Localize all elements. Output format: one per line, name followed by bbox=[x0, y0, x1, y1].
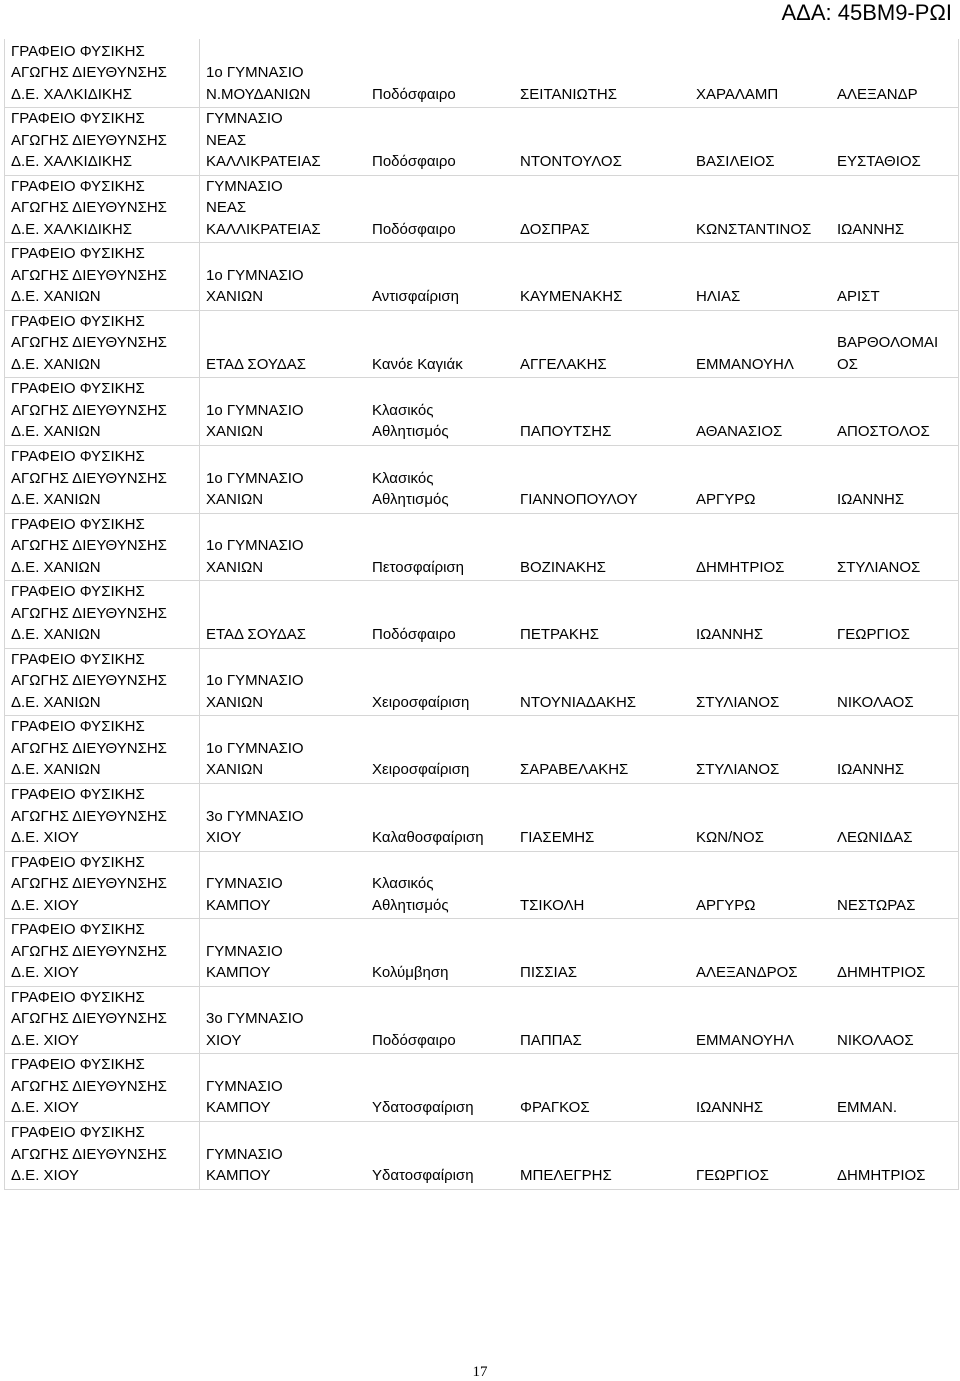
school-cell-line: ΚΑΜΠΟΥ bbox=[206, 1099, 271, 1117]
surname-cell bbox=[514, 716, 690, 783]
office-cell-line: ΓΡΑΦΕΙΟ ΦΥΣΙΚΗΣ bbox=[11, 42, 145, 60]
office-cell-line: ΓΡΑΦΕΙΟ ΦΥΣΙΚΗΣ bbox=[11, 718, 145, 736]
school-cell-line: ΚΑΜΠΟΥ bbox=[206, 1167, 271, 1184]
father-name-cell bbox=[831, 514, 957, 581]
first-name-cell bbox=[690, 311, 831, 378]
father-name-cell-line: ΝΙΚΟΛΑΟΣ bbox=[837, 693, 914, 711]
first-name-cell-text: ΣΤΥΛΙΑΝΟΣ bbox=[696, 693, 780, 711]
surname-cell bbox=[514, 1122, 690, 1189]
school-cell bbox=[199, 378, 366, 445]
office-cell bbox=[5, 987, 199, 1054]
school-cell-line: ΧΑΝΙΩΝ bbox=[206, 423, 264, 441]
table-row bbox=[5, 446, 958, 514]
school-cell-line: 1ο ΓΥΜΝΑΣΙΟ bbox=[206, 739, 304, 757]
first-name-cell bbox=[690, 581, 831, 648]
first-name-cell-text: ΕΜΜΑΝΟΥΗΛ bbox=[696, 355, 794, 373]
school-cell-line: ΝΕΑΣ bbox=[206, 131, 247, 149]
table-row bbox=[5, 1122, 958, 1190]
father-name-cell-line: ΙΩΑΝΝΗΣ bbox=[837, 761, 905, 779]
office-cell-line: Δ.Ε. ΧΑΝΙΩΝ bbox=[11, 626, 101, 644]
first-name-cell bbox=[690, 446, 831, 513]
office-cell-line: Δ.Ε. ΧΑΛΚΙΔΙΚΗΣ bbox=[11, 85, 133, 103]
sport-cell bbox=[366, 852, 514, 919]
father-name-cell bbox=[831, 311, 957, 378]
table-row bbox=[5, 649, 958, 717]
first-name-cell-text: ΣΤΥΛΙΑΝΟΣ bbox=[696, 761, 780, 779]
office-cell-line: ΑΓΩΓΗΣ ΔΙΕΥΘΥΝΣΗΣ bbox=[11, 739, 167, 757]
table-row bbox=[5, 243, 958, 311]
sport-cell bbox=[366, 108, 514, 175]
school-cell-line: ΧΑΝΙΩΝ bbox=[206, 761, 264, 779]
father-name-cell bbox=[831, 919, 957, 986]
office-cell-line: ΓΡΑΦΕΙΟ ΦΥΣΙΚΗΣ bbox=[11, 177, 145, 195]
surname-cell-text: ΓΙΑΝΝΟΠΟΥΛΟΥ bbox=[520, 491, 638, 509]
school-cell-line: ΧΑΝΙΩΝ bbox=[206, 693, 264, 711]
office-cell-line: Δ.Ε. ΧΑΛΚΙΔΙΚΗΣ bbox=[11, 153, 133, 171]
surname-cell bbox=[514, 1054, 690, 1121]
office-cell bbox=[5, 243, 199, 310]
sport-cell bbox=[366, 243, 514, 310]
surname-cell bbox=[514, 39, 690, 107]
surname-cell bbox=[514, 514, 690, 581]
office-cell bbox=[5, 108, 199, 175]
surname-cell bbox=[514, 378, 690, 445]
surname-cell bbox=[514, 243, 690, 310]
sport-cell-line: Αντισφαίριση bbox=[372, 288, 459, 306]
first-name-cell-text: ΙΩΑΝΝΗΣ bbox=[696, 626, 764, 644]
first-name-cell-text: ΕΜΜΑΝΟΥΗΛ bbox=[696, 1031, 794, 1049]
school-cell bbox=[199, 514, 366, 581]
school-cell-line: ΝΕΑΣ bbox=[206, 199, 247, 217]
father-name-cell-line: ΝΙΚΟΛΑΟΣ bbox=[837, 1031, 914, 1049]
school-cell bbox=[199, 581, 366, 648]
school-cell bbox=[199, 243, 366, 310]
sport-cell bbox=[366, 987, 514, 1054]
page-number: 17 bbox=[472, 1364, 488, 1380]
father-name-cell bbox=[831, 1054, 957, 1121]
office-cell-line: ΑΓΩΓΗΣ ΔΙΕΥΘΥΝΣΗΣ bbox=[11, 199, 167, 217]
office-cell bbox=[5, 852, 199, 919]
first-name-cell bbox=[690, 378, 831, 445]
sport-cell bbox=[366, 919, 514, 986]
father-name-cell bbox=[831, 784, 957, 851]
father-name-cell-line: ΔΗΜΗΤΡΙΟΣ bbox=[837, 964, 926, 982]
father-name-cell-line: ΙΩΑΝΝΗΣ bbox=[837, 220, 905, 238]
office-cell-line: Δ.Ε. ΧΑΛΚΙΔΙΚΗΣ bbox=[11, 220, 133, 238]
father-name-cell bbox=[831, 378, 957, 445]
father-name-cell-line: ΟΣ bbox=[837, 355, 858, 373]
school-cell-line: Ν.ΜΟΥΔΑΝΙΩΝ bbox=[206, 85, 311, 103]
first-name-cell bbox=[690, 987, 831, 1054]
surname-cell-text: ΠΕΤΡΑΚΗΣ bbox=[520, 626, 600, 644]
office-cell-line: ΑΓΩΓΗΣ ΔΙΕΥΘΥΝΣΗΣ bbox=[11, 875, 167, 893]
first-name-cell bbox=[690, 39, 831, 107]
first-name-cell bbox=[690, 649, 831, 716]
father-name-cell bbox=[831, 716, 957, 783]
sport-cell bbox=[366, 649, 514, 716]
school-cell-line: ΚΑΛΛΙΚΡΑΤΕΙΑΣ bbox=[206, 220, 321, 238]
father-name-cell-line: ΑΡΙΣΤ bbox=[837, 288, 880, 306]
surname-cell-text: ΝΤΟΝΤΟΥΛΟΣ bbox=[520, 153, 622, 171]
sport-cell bbox=[366, 39, 514, 107]
school-cell-line: ΚΑΛΛΙΚΡΑΤΕΙΑΣ bbox=[206, 153, 321, 171]
school-cell-line: ΓΥΜΝΑΣΙΟ bbox=[206, 177, 283, 195]
table-row bbox=[5, 581, 958, 649]
surname-cell-text: ΠΙΣΣΙΑΣ bbox=[520, 964, 577, 982]
office-cell bbox=[5, 1054, 199, 1121]
office-cell bbox=[5, 311, 199, 378]
office-cell-line: Δ.Ε. ΧΑΝΙΩΝ bbox=[11, 761, 101, 779]
athletes-table bbox=[4, 39, 959, 1190]
school-cell-line: ΓΥΜΝΑΣΙΟ bbox=[206, 875, 283, 893]
office-cell-line: ΑΓΩΓΗΣ ΔΙΕΥΘΥΝΣΗΣ bbox=[11, 942, 167, 960]
first-name-cell-text: ΚΩΝΣΤΑΝΤΙΝΟΣ bbox=[696, 220, 812, 238]
sport-cell-line: Κλασικός bbox=[372, 469, 434, 487]
surname-cell bbox=[514, 311, 690, 378]
sport-cell bbox=[366, 716, 514, 783]
table-row bbox=[5, 311, 958, 379]
office-cell-line: Δ.Ε. ΧΙΟΥ bbox=[11, 1099, 79, 1117]
surname-cell bbox=[514, 176, 690, 243]
school-cell bbox=[199, 108, 366, 175]
office-cell bbox=[5, 581, 199, 648]
school-cell-line: ΓΥΜΝΑΣΙΟ bbox=[206, 110, 283, 128]
surname-cell-text: ΤΣΙΚΟΛΗ bbox=[520, 896, 585, 914]
surname-cell bbox=[514, 987, 690, 1054]
father-name-cell bbox=[831, 649, 957, 716]
office-cell-line: ΑΓΩΓΗΣ ΔΙΕΥΘΥΝΣΗΣ bbox=[11, 1077, 167, 1095]
first-name-cell-text: ΑΡΓΥΡΩ bbox=[696, 896, 756, 914]
school-cell bbox=[199, 784, 366, 851]
office-cell-line: ΑΓΩΓΗΣ ΔΙΕΥΘΥΝΣΗΣ bbox=[11, 266, 167, 284]
school-cell-line: 1ο ΓΥΜΝΑΣΙΟ bbox=[206, 64, 304, 81]
table-row bbox=[5, 784, 958, 852]
father-name-cell bbox=[831, 39, 957, 107]
table-row bbox=[5, 108, 958, 176]
office-cell-line: ΓΡΑΦΕΙΟ ΦΥΣΙΚΗΣ bbox=[11, 988, 145, 1006]
table-row bbox=[5, 1054, 958, 1122]
office-cell bbox=[5, 378, 199, 445]
office-cell-line: ΓΡΑΦΕΙΟ ΦΥΣΙΚΗΣ bbox=[11, 786, 145, 804]
table-row bbox=[5, 716, 958, 784]
office-cell-line: ΓΡΑΦΕΙΟ ΦΥΣΙΚΗΣ bbox=[11, 853, 145, 871]
office-cell bbox=[5, 176, 199, 243]
surname-cell-text: ΣΑΡΑΒΕΛΑΚΗΣ bbox=[520, 761, 629, 779]
first-name-cell bbox=[690, 784, 831, 851]
first-name-cell bbox=[690, 716, 831, 783]
surname-cell-text: ΚΑΥΜΕΝΑΚΗΣ bbox=[520, 288, 623, 306]
table-row bbox=[5, 987, 958, 1055]
sport-cell-line: Υδατοσφαίριση bbox=[372, 1167, 474, 1184]
first-name-cell bbox=[690, 108, 831, 175]
school-cell-line: ΓΥΜΝΑΣΙΟ bbox=[206, 1145, 283, 1163]
surname-cell bbox=[514, 108, 690, 175]
first-name-cell-text: ΔΗΜΗΤΡΙΟΣ bbox=[696, 558, 785, 576]
first-name-cell-text: ΑΡΓΥΡΩ bbox=[696, 491, 756, 509]
school-cell bbox=[199, 446, 366, 513]
school-cell-line: 1ο ΓΥΜΝΑΣΙΟ bbox=[206, 469, 304, 487]
first-name-cell-text: ΙΩΑΝΝΗΣ bbox=[696, 1099, 764, 1117]
office-cell-line: Δ.Ε. ΧΑΝΙΩΝ bbox=[11, 355, 101, 373]
table-row bbox=[5, 378, 958, 446]
father-name-cell bbox=[831, 1122, 957, 1189]
school-cell-line: ΚΑΜΠΟΥ bbox=[206, 896, 271, 914]
office-cell-line: Δ.Ε. ΧΙΟΥ bbox=[11, 1031, 79, 1049]
table-row bbox=[5, 514, 958, 582]
sport-cell-line: Κανόε Καγιάκ bbox=[372, 355, 463, 373]
sport-cell-line: Κλασικός bbox=[372, 401, 434, 419]
sport-cell bbox=[366, 378, 514, 445]
school-cell-line: 1ο ΓΥΜΝΑΣΙΟ bbox=[206, 266, 304, 284]
surname-cell bbox=[514, 446, 690, 513]
first-name-cell-text: ΒΑΣΙΛΕΙΟΣ bbox=[696, 153, 775, 171]
table-row bbox=[5, 919, 958, 987]
father-name-cell-line: ΙΩΑΝΝΗΣ bbox=[837, 491, 905, 509]
office-cell-line: ΓΡΑΦΕΙΟ ΦΥΣΙΚΗΣ bbox=[11, 245, 145, 263]
school-cell-line: 3ο ΓΥΜΝΑΣΙΟ bbox=[206, 807, 304, 825]
school-cell bbox=[199, 39, 366, 107]
school-cell-line: ΧΙΟΥ bbox=[206, 1031, 242, 1049]
office-cell-line: ΑΓΩΓΗΣ ΔΙΕΥΘΥΝΣΗΣ bbox=[11, 64, 167, 81]
surname-cell-text: ΒΟΖΙΝΑΚΗΣ bbox=[520, 558, 606, 576]
ada-code: ΑΔΑ: 45ΒΜ9-ΡΩΙ bbox=[781, 0, 952, 25]
first-name-cell-text: ΧΑΡΑΛΑΜΠ bbox=[696, 85, 779, 103]
sport-cell bbox=[366, 514, 514, 581]
sport-cell bbox=[366, 311, 514, 378]
school-cell bbox=[199, 311, 366, 378]
first-name-cell-text: ΑΛΕΞΑΝΔΡΟΣ bbox=[696, 964, 798, 982]
school-cell bbox=[199, 1122, 366, 1189]
surname-cell bbox=[514, 649, 690, 716]
father-name-cell-line: ΑΛΕΞΑΝΔΡ bbox=[837, 85, 918, 103]
office-cell bbox=[5, 514, 199, 581]
first-name-cell-text: ΑΘΑΝΑΣΙΟΣ bbox=[696, 423, 783, 441]
office-cell-line: ΑΓΩΓΗΣ ΔΙΕΥΘΥΝΣΗΣ bbox=[11, 1010, 167, 1028]
first-name-cell bbox=[690, 1122, 831, 1189]
surname-cell-text: ΠΑΠΠΑΣ bbox=[520, 1031, 582, 1049]
sport-cell-line: Χειροσφαίριση bbox=[372, 693, 470, 711]
sport-cell-line: Αθλητισμός bbox=[372, 423, 449, 441]
school-cell-line: ΧΑΝΙΩΝ bbox=[206, 558, 264, 576]
school-cell bbox=[199, 176, 366, 243]
first-name-cell bbox=[690, 852, 831, 919]
sport-cell-line: Αθλητισμός bbox=[372, 491, 449, 509]
office-cell-line: ΓΡΑΦΕΙΟ ΦΥΣΙΚΗΣ bbox=[11, 448, 145, 466]
office-cell-line: ΓΡΑΦΕΙΟ ΦΥΣΙΚΗΣ bbox=[11, 1124, 145, 1141]
sport-cell bbox=[366, 176, 514, 243]
school-cell-line: 1ο ΓΥΜΝΑΣΙΟ bbox=[206, 672, 304, 690]
office-cell-line: Δ.Ε. ΧΑΝΙΩΝ bbox=[11, 288, 101, 306]
surname-cell-text: ΜΠΕΛΕΓΡΗΣ bbox=[520, 1167, 612, 1184]
first-name-cell bbox=[690, 514, 831, 581]
office-cell-line: Δ.Ε. ΧΑΝΙΩΝ bbox=[11, 423, 101, 441]
school-cell bbox=[199, 852, 366, 919]
school-cell bbox=[199, 1054, 366, 1121]
school-cell-line: ΧΑΝΙΩΝ bbox=[206, 288, 264, 306]
office-cell-line: Δ.Ε. ΧΑΝΙΩΝ bbox=[11, 693, 101, 711]
table-row bbox=[5, 176, 958, 244]
school-cell bbox=[199, 649, 366, 716]
sport-cell-line: Ποδόσφαιρο bbox=[372, 1031, 456, 1049]
school-cell-line: ΧΙΟΥ bbox=[206, 829, 242, 847]
office-cell-line: ΓΡΑΦΕΙΟ ΦΥΣΙΚΗΣ bbox=[11, 583, 145, 601]
first-name-cell-text: ΓΕΩΡΓΙΟΣ bbox=[696, 1167, 769, 1184]
office-cell-line: ΓΡΑΦΕΙΟ ΦΥΣΙΚΗΣ bbox=[11, 650, 145, 668]
sport-cell-line: Κλασικός bbox=[372, 875, 434, 893]
office-cell-line: Δ.Ε. ΧΙΟΥ bbox=[11, 1167, 79, 1184]
office-cell-line: ΑΓΩΓΗΣ ΔΙΕΥΘΥΝΣΗΣ bbox=[11, 401, 167, 419]
first-name-cell bbox=[690, 243, 831, 310]
sport-cell-line: Ποδόσφαιρο bbox=[372, 626, 456, 644]
table-row bbox=[5, 39, 958, 108]
sport-cell-line: Κολύμβηση bbox=[372, 964, 449, 982]
sport-cell bbox=[366, 581, 514, 648]
office-cell bbox=[5, 716, 199, 783]
father-name-cell bbox=[831, 243, 957, 310]
father-name-cell-line: ΓΕΩΡΓΙΟΣ bbox=[837, 626, 910, 644]
surname-cell-text: ΝΤΟΥΝΙΑΔΑΚΗΣ bbox=[520, 693, 637, 711]
first-name-cell-text: ΗΛΙΑΣ bbox=[696, 288, 741, 306]
school-cell-line: ΧΑΝΙΩΝ bbox=[206, 491, 264, 509]
sport-cell-line: Καλαθοσφαίριση bbox=[372, 829, 484, 847]
father-name-cell-line: ΕΥΣΤΑΘΙΟΣ bbox=[837, 153, 921, 171]
sport-cell bbox=[366, 784, 514, 851]
office-cell-line: Δ.Ε. ΧΙΟΥ bbox=[11, 896, 79, 914]
office-cell-line: ΑΓΩΓΗΣ ΔΙΕΥΘΥΝΣΗΣ bbox=[11, 672, 167, 690]
sport-cell-line: Αθλητισμός bbox=[372, 896, 449, 914]
office-cell-line: ΓΡΑΦΕΙΟ ΦΥΣΙΚΗΣ bbox=[11, 110, 145, 128]
surname-cell-text: ΣΕΙΤΑΝΙΩΤΗΣ bbox=[520, 85, 617, 103]
surname-cell bbox=[514, 581, 690, 648]
father-name-cell bbox=[831, 446, 957, 513]
school-cell-line: 1ο ΓΥΜΝΑΣΙΟ bbox=[206, 401, 304, 419]
school-cell bbox=[199, 716, 366, 783]
office-cell-line: ΑΓΩΓΗΣ ΔΙΕΥΘΥΝΣΗΣ bbox=[11, 1145, 167, 1163]
office-cell bbox=[5, 649, 199, 716]
school-cell-line: 3ο ΓΥΜΝΑΣΙΟ bbox=[206, 1010, 304, 1028]
father-name-cell bbox=[831, 852, 957, 919]
father-name-cell-line: ΛΕΩΝΙΔΑΣ bbox=[837, 829, 913, 847]
father-name-cell bbox=[831, 987, 957, 1054]
father-name-cell-line: ΒΑΡΘΟΛΟΜΑΙ bbox=[837, 334, 939, 352]
office-cell-line: ΑΓΩΓΗΣ ΔΙΕΥΘΥΝΣΗΣ bbox=[11, 469, 167, 487]
sport-cell-line: Υδατοσφαίριση bbox=[372, 1099, 474, 1117]
office-cell bbox=[5, 784, 199, 851]
father-name-cell bbox=[831, 108, 957, 175]
father-name-cell-line: ΔΗΜΗΤΡΙΟΣ bbox=[837, 1167, 926, 1184]
father-name-cell-line: ΣΤΥΛΙΑΝΟΣ bbox=[837, 558, 921, 576]
office-cell bbox=[5, 39, 199, 107]
sport-cell-line: Πετοσφαίριση bbox=[372, 558, 465, 576]
father-name-cell-line: ΕΜΜΑΝ. bbox=[837, 1099, 897, 1117]
first-name-cell bbox=[690, 176, 831, 243]
school-cell-line: ΓΥΜΝΑΣΙΟ bbox=[206, 1077, 283, 1095]
sport-cell-line: Χειροσφαίριση bbox=[372, 761, 470, 779]
father-name-cell-line: ΑΠΟΣΤΟΛΟΣ bbox=[837, 423, 930, 441]
first-name-cell-text: ΚΩΝ/ΝΟΣ bbox=[696, 829, 764, 847]
father-name-cell bbox=[831, 176, 957, 243]
office-cell-line: ΓΡΑΦΕΙΟ ΦΥΣΙΚΗΣ bbox=[11, 921, 145, 939]
school-cell bbox=[199, 987, 366, 1054]
office-cell-line: ΓΡΑΦΕΙΟ ΦΥΣΙΚΗΣ bbox=[11, 1056, 145, 1074]
office-cell-line: Δ.Ε. ΧΑΝΙΩΝ bbox=[11, 491, 101, 509]
office-cell-line: Δ.Ε. ΧΑΝΙΩΝ bbox=[11, 558, 101, 576]
surname-cell-text: ΦΡΑΓΚΟΣ bbox=[520, 1099, 590, 1117]
office-cell-line: ΓΡΑΦΕΙΟ ΦΥΣΙΚΗΣ bbox=[11, 380, 145, 398]
office-cell bbox=[5, 919, 199, 986]
school-cell-line: ΚΑΜΠΟΥ bbox=[206, 964, 271, 982]
surname-cell-text: ΑΓΓΕΛΑΚΗΣ bbox=[520, 355, 607, 373]
table-row bbox=[5, 852, 958, 920]
school-cell-line: ΕΤΑΔ ΣΟΥΔΑΣ bbox=[206, 355, 307, 373]
office-cell-line: ΑΓΩΓΗΣ ΔΙΕΥΘΥΝΣΗΣ bbox=[11, 604, 167, 622]
sport-cell-line: Ποδόσφαιρο bbox=[372, 153, 456, 171]
sport-cell-line: Ποδόσφαιρο bbox=[372, 85, 456, 103]
office-cell-line: ΑΓΩΓΗΣ ΔΙΕΥΘΥΝΣΗΣ bbox=[11, 807, 167, 825]
office-cell bbox=[5, 446, 199, 513]
father-name-cell bbox=[831, 581, 957, 648]
office-cell-line: ΑΓΩΓΗΣ ΔΙΕΥΘΥΝΣΗΣ bbox=[11, 131, 167, 149]
school-cell-line: ΓΥΜΝΑΣΙΟ bbox=[206, 942, 283, 960]
first-name-cell bbox=[690, 919, 831, 986]
office-cell-line: ΓΡΑΦΕΙΟ ΦΥΣΙΚΗΣ bbox=[11, 515, 145, 533]
office-cell-line: Δ.Ε. ΧΙΟΥ bbox=[11, 829, 79, 847]
surname-cell bbox=[514, 919, 690, 986]
surname-cell bbox=[514, 784, 690, 851]
office-cell-line: ΓΡΑΦΕΙΟ ΦΥΣΙΚΗΣ bbox=[11, 312, 145, 330]
surname-cell bbox=[514, 852, 690, 919]
sport-cell bbox=[366, 1054, 514, 1121]
surname-cell-text: ΓΙΑΣΕΜΗΣ bbox=[520, 829, 595, 847]
school-cell bbox=[199, 919, 366, 986]
father-name-cell-line: ΝΕΣΤΩΡΑΣ bbox=[837, 896, 916, 914]
sport-cell bbox=[366, 1122, 514, 1189]
school-cell-line: 1ο ΓΥΜΝΑΣΙΟ bbox=[206, 537, 304, 555]
office-cell-line: ΑΓΩΓΗΣ ΔΙΕΥΘΥΝΣΗΣ bbox=[11, 334, 167, 352]
surname-cell-text: ΔΟΣΠΡΑΣ bbox=[520, 220, 590, 238]
school-cell-line: ΕΤΑΔ ΣΟΥΔΑΣ bbox=[206, 626, 307, 644]
surname-cell-text: ΠΑΠΟΥΤΣΗΣ bbox=[520, 423, 612, 441]
sport-cell-line: Ποδόσφαιρο bbox=[372, 220, 456, 238]
office-cell-line: ΑΓΩΓΗΣ ΔΙΕΥΘΥΝΣΗΣ bbox=[11, 537, 167, 555]
first-name-cell bbox=[690, 1054, 831, 1121]
sport-cell bbox=[366, 446, 514, 513]
office-cell-line: Δ.Ε. ΧΙΟΥ bbox=[11, 964, 79, 982]
office-cell bbox=[5, 1122, 199, 1189]
